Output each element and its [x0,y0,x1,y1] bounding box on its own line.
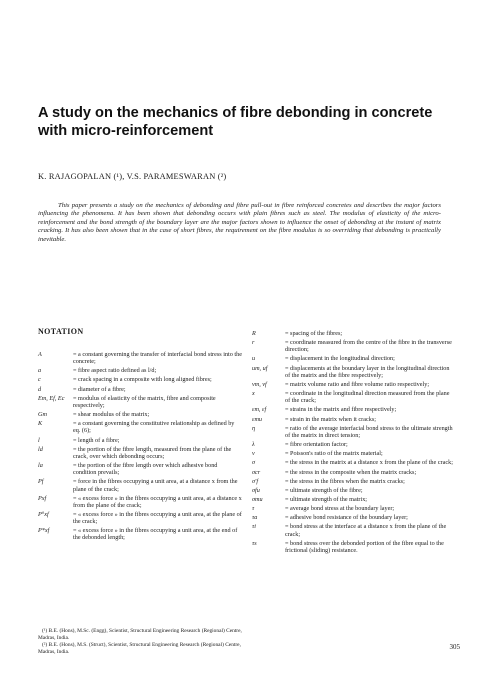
notation-definition: = adhesive bond resistance of the boundary layer; [285,514,408,522]
notation-entry [252,505,456,512]
notation-definition: = « excess force » in the fibres occupying a unit area, at a distance x from the plane of the crack; [73,494,242,509]
footnote: (¹) B.E. (Hons), M.Sc. (Engg), Scientist, Structural Engineering Research (Regional) Centre, Madras, India. [38,628,242,641]
notation-symbol: Pf [38,478,44,486]
notation-definition: = strains in the matrix and fibre respectively; [285,406,397,414]
notation-entry [38,511,242,525]
notation-symbol: Em, Ef, Ec [38,394,65,402]
notation-symbol: c [38,376,41,384]
notation-symbol: u [252,355,256,363]
notation-definition: = the portion of the fibre length, measured from the plane of the crack, over which debonding occurs; [73,445,232,460]
notation-symbol: εmu [252,415,263,423]
notation-definition: = a constant governing the transfer of interfacial bond stress into the concrete; [73,351,242,366]
notation-definition: = crack spacing in a composite with long aligned fibres; [73,376,212,384]
notation-entry [38,376,242,383]
notation-entry [252,339,456,353]
notation-definition: = the stress in the matrix at a distance x from the plane of the crack; [285,459,453,467]
notation-symbol: λ [252,441,255,449]
notation-heading: NOTATION [38,327,84,336]
notation-entry [252,416,456,423]
notation-entry [252,450,456,457]
notation-entry [252,355,456,362]
notation-symbol: R [252,330,256,337]
paper-authors: K. RAJAGOPALAN (¹), V.S. PARAMESWARAN (²) [38,172,227,181]
notation-symbol: ν [252,450,255,458]
notation-symbol: σfu [252,486,260,494]
notation-definition: = fibre aspect ratio defined as l/d; [73,367,157,375]
notation-symbol: τa [252,514,258,522]
notation-entry [252,441,456,448]
notation-definition: = modulus of elasticity of the matrix, fibre and composite respectively; [73,394,216,409]
notation-entry [38,351,242,365]
notation-entry [252,381,456,388]
notation-symbol: τs [252,539,257,547]
notation-symbol: η [252,424,256,432]
notation-symbol: x [252,390,255,398]
footnotes [38,628,243,657]
notation-entry [38,495,242,509]
notation-entry [38,367,242,374]
notation-symbol: um, uf [252,364,268,372]
notation-entry [252,425,456,439]
notation-definition: = length of a fibre; [73,436,120,444]
notation-entry [252,496,456,503]
notation-symbol: τi [252,523,256,531]
notation-entry [38,478,242,492]
notation-symbol: A [38,351,42,358]
notation-definition: = average bond stress at the boundary layer; [285,505,395,513]
paper-abstract: This paper presents a study on the mechanics of debonding and fibre pull-out in fibre reinforced concretes and describes the major factors influencing the phenomena. It has been shown that debonding occurs with plain fibres such as steel. The modulus of elasticity of the micro-reinforcement and the bond strength of the boundary layer are the major factors shown to influence the onset of debonding at the instant of matrix cracking. It has also been shown that in the case of short fibres, the requirement on the fibre modulus is so overriding that debonding is practically inevitable. [38,202,441,243]
notation-symbol: τ [252,505,255,513]
notation-entry [38,395,242,409]
notation-entry [252,469,456,476]
notation-definition: = ultimate strength of the matrix; [285,495,368,503]
footnote: (²) B.E. (Hons), M.S. (Struct), Scientist, Structural Engineering Research (Regional) Centre, Madras, India. [38,642,241,656]
notation-entry [38,386,242,393]
notation-symbol: σmu [252,495,263,503]
notation-definition: = bond stress over the debonded portion of the fibre equal to the frictional (sliding) resistance. [285,539,444,554]
notation-symbol: P⁰xf [38,510,49,518]
notation-entry [38,411,242,418]
notation-definition: = the stress in the composite when the matrix cracks; [285,468,417,476]
notation-definition: = the stress in the fibres when the matrix cracks; [285,477,405,485]
notation-symbol: a [38,367,42,375]
notation-definition: = displacements at the boundary layer in the longitudinal direction of the matrix and the fibre respectively; [285,364,450,379]
notation-entry [252,459,456,466]
notation-symbol: vm, vf [252,380,267,388]
notation-entry [38,437,242,444]
notation-definition: = Poisson's ratio of the matrix material; [285,450,383,458]
notation-symbol: ld [38,445,43,453]
notation-list-left [38,351,242,544]
notation-entry [38,420,242,434]
notation-entry [252,390,456,404]
notation-entry [252,514,456,521]
notation-symbol: d [38,385,42,393]
notation-symbol: P*xf [38,527,50,535]
notation-symbol: σ [252,459,256,467]
notation-symbol: εm, εf [252,406,267,414]
notation-entry [252,478,456,485]
notation-entry [38,527,242,541]
notation-definition: = bond stress at the interface at a distance x from the plane of the crack; [285,523,447,538]
notation-definition: = diameter of a fibre; [73,385,126,393]
notation-entry [252,540,456,554]
notation-entry [38,462,242,476]
notation-symbol: r [252,339,255,347]
notation-definition: = matrix volume ratio and fibre volume ratio respectively; [285,380,430,388]
notation-entry [252,523,456,537]
notation-entry [252,406,456,413]
notation-entry [252,330,456,337]
notation-definition: = « excess force » in the fibres occupying a unit area, at the end of the debonded length; [73,527,238,542]
notation-definition: = strain in the matrix when it cracks; [285,415,376,423]
notation-definition: = shear modulus of the matrix; [73,411,150,419]
notation-symbol: l [38,436,40,444]
notation-definition: = fibre orientation factor; [285,441,348,449]
notation-symbol: σcr [252,468,261,476]
page-number: 305 [449,643,460,651]
notation-list-right [252,330,456,556]
notation-definition: = coordinate in the longitudinal direction measured from the plane of the crack; [285,390,450,405]
notation-definition: = coordinate measured from the centre of the fibre in the transverse direction; [285,339,452,354]
notation-entry [252,487,456,494]
notation-definition: = a constant governing the constitutive relationship as defined by eq. (6); [73,420,235,435]
notation-definition: = « excess force » in the fibres occupying a unit area, at the plane of the crack; [73,510,242,526]
notation-entry [38,446,242,460]
notation-symbol: Pxf [38,494,47,502]
notation-definition: = displacement in the longitudinal direction; [285,355,395,363]
notation-definition: = spacing of the fibres; [285,330,343,337]
notation-definition: = ultimate strength of the fibre; [285,486,363,494]
notation-symbol: σ′f [252,477,259,485]
notation-entry [252,365,456,379]
notation-symbol: K [38,420,43,428]
notation-definition: = ratio of the average interfacial bond stress to the ultimate strength of the matrix in direct tension; [285,424,453,439]
notation-symbol: Gm [38,411,47,419]
notation-definition: = the portion of the fibre length over which adhesive bond condition prevails; [73,462,218,477]
notation-definition: = force in the fibres occupying a unit area, at a distance x from the plane of the crack; [73,478,238,493]
notation-symbol: la [38,462,43,470]
paper-title: A study on the mechanics of fibre debonding in concrete with micro-reinforcement [38,105,433,139]
